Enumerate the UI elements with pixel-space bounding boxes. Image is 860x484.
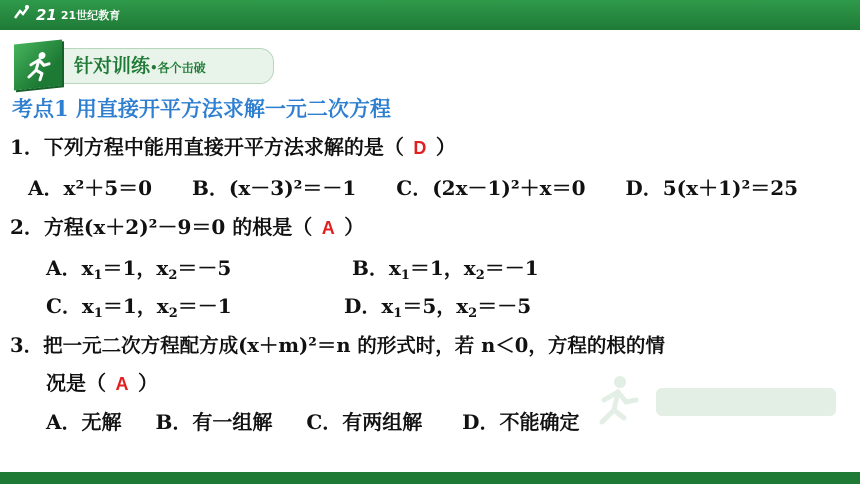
- q2-c-sub1: 1: [93, 306, 103, 321]
- q3-answer: A: [115, 374, 129, 394]
- q1-option-d: D．5(x＋1)²＝25: [625, 176, 799, 200]
- q2-option-a: [46, 255, 231, 289]
- logo-mark: 21: [36, 6, 57, 24]
- q3-option-c: C．有两组解: [306, 410, 423, 434]
- q2-d-sub1: 1: [393, 306, 403, 321]
- q3-option-d: D．不能确定: [462, 410, 580, 434]
- q2-b-post: ＝－1: [484, 256, 539, 280]
- q1-answer: D: [413, 138, 427, 158]
- q2-stem-end: ）: [344, 215, 365, 239]
- q2-option-c: [46, 293, 232, 327]
- question-1: [10, 134, 456, 161]
- question-3-line1: 3．把一元二次方程配方成(x＋m)²＝n 的形式时，若 n＜0，方程的根的情: [10, 334, 665, 357]
- q2-a-text: A．x: [46, 256, 94, 280]
- q2-option-d: [344, 293, 531, 327]
- q2-d-post: ＝－5: [477, 294, 532, 318]
- badge-title: [74, 51, 206, 78]
- q1-option-c: C．(2x－1)²＋x＝0: [396, 176, 586, 200]
- q2-stem: 2．方程(x＋2)²－9＝0 的根是（: [10, 215, 313, 239]
- q1-stem-end: ）: [435, 135, 456, 159]
- q3-stem: 况是（: [46, 371, 106, 395]
- q2-b-text: B．x: [352, 256, 401, 280]
- bottom-banner: [0, 472, 860, 484]
- badge-cube: [14, 39, 62, 90]
- q3-stem-end: ）: [137, 371, 158, 395]
- q1-stem: 1．下列方程中能用直接开平方法求解的是（: [10, 135, 404, 159]
- q1-option-a: A．x²＋5＝0: [28, 176, 153, 200]
- q1-options: [28, 175, 798, 201]
- runner-icon: [22, 48, 54, 83]
- q2-b-sub2: 2: [475, 268, 485, 283]
- q2-a-post: ＝－5: [177, 256, 232, 280]
- q2-a-mid: ＝1，x: [102, 256, 169, 280]
- badge-title-main: 针对训练: [74, 55, 151, 77]
- badge-subtitle: •各个击破: [150, 61, 206, 75]
- logo-text: 21世纪教育: [60, 9, 121, 22]
- q1-option-b: B．(x－3)²＝－1: [191, 176, 357, 200]
- q3-option-a: A．无解: [46, 410, 122, 434]
- q2-b-mid: ＝1，x: [409, 256, 476, 280]
- q2-b-sub1: 1: [400, 268, 410, 283]
- q2-d-sub2: 2: [468, 306, 478, 321]
- q2-c-post: ＝－1: [177, 294, 232, 318]
- question-2: [10, 214, 364, 241]
- q2-d-mid: ＝5，x: [402, 294, 469, 318]
- q2-answer: A: [321, 218, 335, 238]
- logo-icon: [12, 4, 32, 26]
- logo: [12, 4, 120, 26]
- question-3-line2: [46, 370, 158, 397]
- q2-d-text: D．x: [344, 294, 394, 318]
- section-heading: 考点1 用直接开平方法求解一元二次方程: [12, 96, 391, 121]
- q3-options: [46, 409, 580, 435]
- top-banner: [0, 0, 860, 30]
- q2-c-mid: ＝1，x: [102, 294, 169, 318]
- q2-a-sub1: 1: [93, 268, 103, 283]
- q3-option-b: B．有一组解: [155, 410, 273, 434]
- watermark-logo: [596, 370, 846, 430]
- q2-a-sub2: 2: [168, 268, 178, 283]
- q2-option-b: [352, 255, 539, 289]
- q2-c-text: C．x: [46, 294, 94, 318]
- q2-c-sub2: 2: [168, 306, 178, 321]
- section-badge: [14, 42, 272, 90]
